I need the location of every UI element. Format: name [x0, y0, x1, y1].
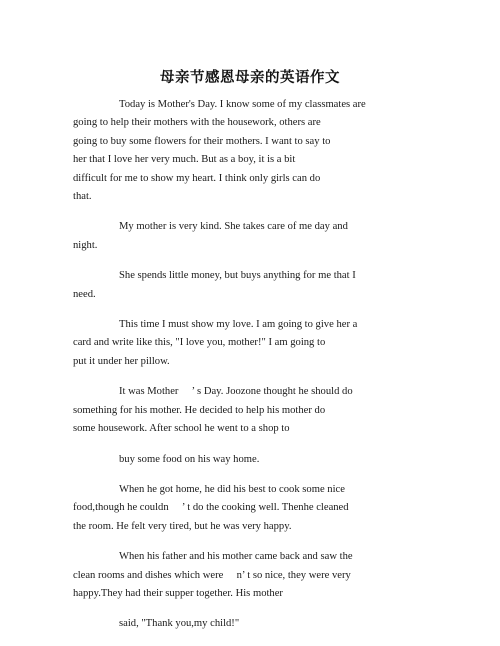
text-line: She spends little money, but buys anything for me that I	[119, 270, 356, 282]
text-line: need.	[73, 288, 96, 300]
text-line: the room. He felt very tired, but he was very happy.	[73, 520, 292, 532]
text-line: some housework. After school he went to a shop to	[73, 423, 290, 435]
text-line: her that I love her very much. But as a boy, it is a bit	[73, 154, 296, 166]
paragraph-6	[73, 451, 373, 469]
paragraph-3	[73, 267, 373, 304]
document-body	[73, 96, 373, 646]
text-line: happy.They had their supper together. His mother	[73, 587, 283, 599]
paragraph-9	[73, 615, 373, 633]
text-line: difficult for me to show my heart. I think only girls can do	[73, 172, 321, 184]
text-line: put it under her pillow.	[73, 355, 170, 367]
text-line: When he got home, he did his best to cook some nice	[119, 483, 345, 495]
text-line: When his father and his mother came back and saw the	[119, 551, 353, 563]
text-line: Today is Mother's Day. I know some of my classmates are	[119, 99, 366, 110]
text-line: My mother is very kind. She takes care of me day and	[119, 221, 348, 233]
paragraph-2	[73, 218, 373, 255]
text-line: buy some food on his way home.	[119, 453, 260, 465]
paragraph-8	[73, 548, 373, 603]
text-line: going to buy some flowers for their mothers. I want to say to	[73, 135, 331, 147]
text-line: that.	[73, 191, 92, 203]
paragraph-1	[73, 96, 373, 206]
paragraph-4	[73, 316, 373, 371]
paragraph-7	[73, 481, 373, 536]
text-line: said, "Thank you,my child!"	[119, 618, 240, 630]
text-line: food,though he couldn ’ t do the cooking well. Thenhe cleaned	[73, 502, 349, 514]
text-line: It was Mother ’ s Day. Joozone thought he should do	[119, 386, 353, 398]
text-line: something for his mother. He decided to help his mother do	[73, 404, 326, 416]
text-line: night.	[73, 239, 98, 251]
text-line: This time I must show my love. I am going to give her a	[119, 319, 358, 331]
text-line: card and write like this, "I love you, mother!" I am going to	[73, 337, 326, 349]
text-line: clean rooms and dishes which were n’ t so nice, they were very	[73, 569, 351, 581]
document-title: 母亲节感恩母亲的英语作文	[160, 70, 340, 86]
paragraph-5	[73, 383, 373, 438]
text-line: going to help their mothers with the housework, others are	[73, 117, 321, 129]
